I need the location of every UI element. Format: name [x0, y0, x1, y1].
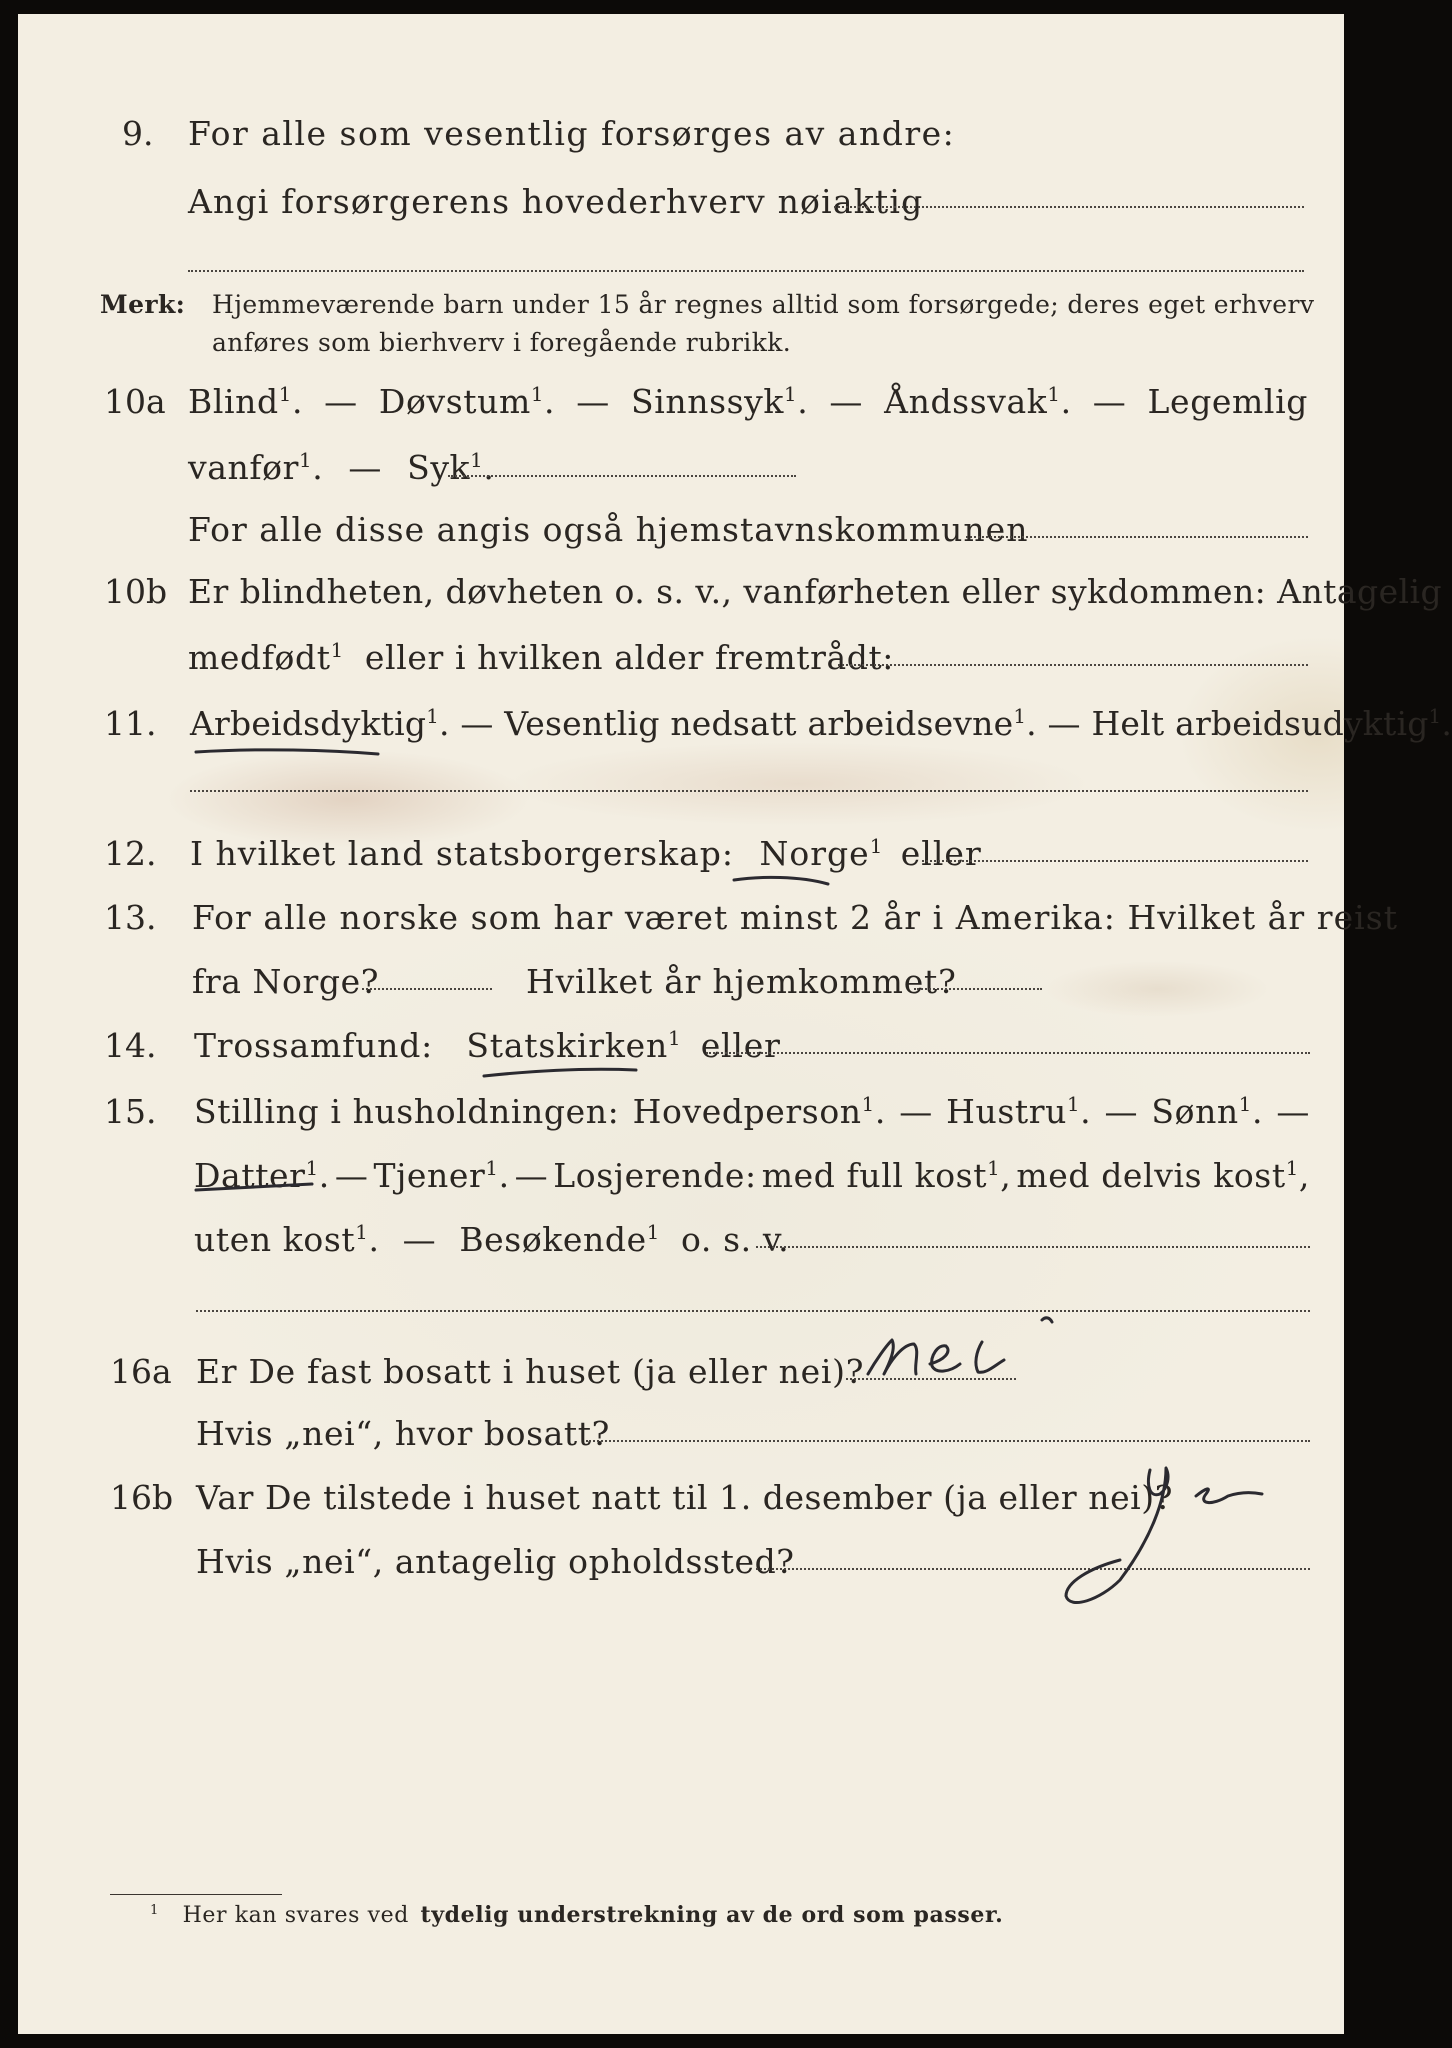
option-statskirken[interactable]: Statskirken$^1$: [466, 1026, 682, 1065]
option-dovstum[interactable]: Døvstum$^1$.: [378, 382, 556, 421]
option-nedsatt[interactable]: Vesentlig nedsatt arbeidsevne$^1$.: [504, 704, 1037, 743]
q14-number: 14.: [104, 1026, 157, 1065]
merk-label: Merk:: [100, 290, 186, 319]
q13-number: 13.: [104, 898, 157, 937]
underline-statskirken: [484, 1069, 636, 1076]
option-delvis-kost[interactable]: med delvis kost$^1$,: [1016, 1156, 1310, 1195]
q16a-line2: Hvis „nei“, hvor bosatt?: [196, 1414, 610, 1453]
q13-fra: fra Norge?: [192, 962, 380, 1001]
dash: —: [576, 382, 610, 421]
q9-line2: Angi forsørgerens hovederhverv nøiaktig: [188, 182, 924, 221]
q10a-number: 10a: [104, 382, 166, 421]
q10b-line1: Er blindheten, døvheten o. s. v., vanførheten eller sykdommen: Antagelig: [188, 572, 1443, 611]
option-andssvak[interactable]: Åndssvak$^1$.: [884, 382, 1072, 421]
option-uten-kost[interactable]: uten kost$^1$.: [194, 1220, 380, 1259]
option-sinnssyk[interactable]: Sinnssyk$^1$.: [631, 382, 809, 421]
dash: —: [348, 448, 383, 487]
q14-line: Trossamfund: Statskirken$^1$ eller: [194, 1026, 781, 1065]
handwritten-nei: [868, 1318, 1052, 1374]
q13-line1: For alle norske som har været minst 2 år i Amerika: Hvilket år reist: [192, 898, 1399, 937]
option-hovedperson[interactable]: Hovedperson$^1$.: [632, 1092, 886, 1131]
option-sonn[interactable]: Sønn$^1$.: [1151, 1092, 1264, 1131]
handwritten-ja: [1066, 1468, 1262, 1603]
q16a-number: 16a: [110, 1352, 172, 1391]
q16b-line1: Var De tilstede i huset natt til 1. desember (ja eller nei)?: [196, 1478, 1173, 1517]
option-udyktig[interactable]: Helt arbeidsudyktig$^1$.: [1091, 704, 1452, 743]
q13-hjem: Hvilket år hjemkommet?: [526, 962, 957, 1001]
option-hustru[interactable]: Hustru$^1$.: [946, 1092, 1092, 1131]
underline-arbeidsdyktig: [196, 750, 378, 754]
option-syk[interactable]: Syk$^1$.: [407, 448, 495, 487]
option-full-kost[interactable]: med full kost$^1$,: [761, 1156, 1012, 1195]
q15-line2: Datter$^1$. — Tjener$^1$. — Losjerende: med full kost$^1$, med delvis kost$^1$,: [194, 1156, 1310, 1195]
merk-line1: Hjemmeværende barn under 15 år regnes alltid som forsørgede; deres eget erhverv: [212, 290, 1315, 319]
q10b-line2: medfødt$^1$ eller i hvilken alder fremtrådt:: [188, 638, 895, 677]
q16b-number: 16b: [110, 1478, 174, 1517]
option-datter[interactable]: Datter$^1$.: [194, 1156, 330, 1195]
q15-number: 15.: [104, 1092, 157, 1131]
option-arbeidsdyktig[interactable]: Arbeidsdyktig$^1$.: [190, 704, 450, 743]
option-blind[interactable]: Blind$^1$.: [188, 382, 304, 421]
merk-line2: anføres som bierhverv i foregående rubrikk.: [212, 328, 792, 357]
option-tjener[interactable]: Tjener$^1$.: [373, 1156, 510, 1195]
option-norge[interactable]: Norge$^1$: [759, 834, 884, 873]
q11-line1: Arbeidsdyktig$^1$. — Vesentlig nedsatt arbeidsevne$^1$. — Helt arbeidsudyktig$^1$.: [190, 704, 1452, 743]
q9-line1: For alle som vesentlig forsørges av andre:: [188, 114, 956, 153]
option-besokende[interactable]: Besøkende$^1$: [459, 1220, 660, 1259]
q15-line1: Stilling i husholdningen: Hovedperson$^1$. — Hustru$^1$. — Sønn$^1$. —: [194, 1092, 1310, 1131]
q15-line3: uten kost$^1$. — Besøkende$^1$ o. s. v.: [194, 1220, 790, 1259]
q12-number: 12.: [104, 834, 157, 873]
footnote: $^1$ Her kan svares ved tydelig understrekning av de ord som passer.: [150, 1902, 1004, 1928]
q9-number: 9.: [122, 114, 154, 153]
q16b-line2: Hvis „nei“, antagelig opholdssted?: [196, 1542, 795, 1581]
q16a-line1: Er De fast bosatt i huset (ja eller nei)?: [196, 1352, 865, 1391]
dash: —: [324, 382, 358, 421]
q11-number: 11.: [104, 704, 157, 743]
dash: —: [829, 382, 864, 421]
q12-line: I hvilket land statsborgerskap: Norge$^1$ eller: [190, 834, 982, 873]
q10a-line3: For alle disse angis også hjemstavnskommunen: [188, 510, 1029, 549]
underline-datter: [196, 1184, 312, 1190]
option-medfodt[interactable]: medfødt$^1$: [188, 638, 344, 677]
q10b-number: 10b: [104, 572, 168, 611]
underline-norge: [734, 877, 828, 884]
option-legemlig[interactable]: Legemlig: [1147, 382, 1308, 421]
option-vanfor[interactable]: vanfør$^1$.: [188, 448, 324, 487]
dash: —: [1092, 382, 1127, 421]
